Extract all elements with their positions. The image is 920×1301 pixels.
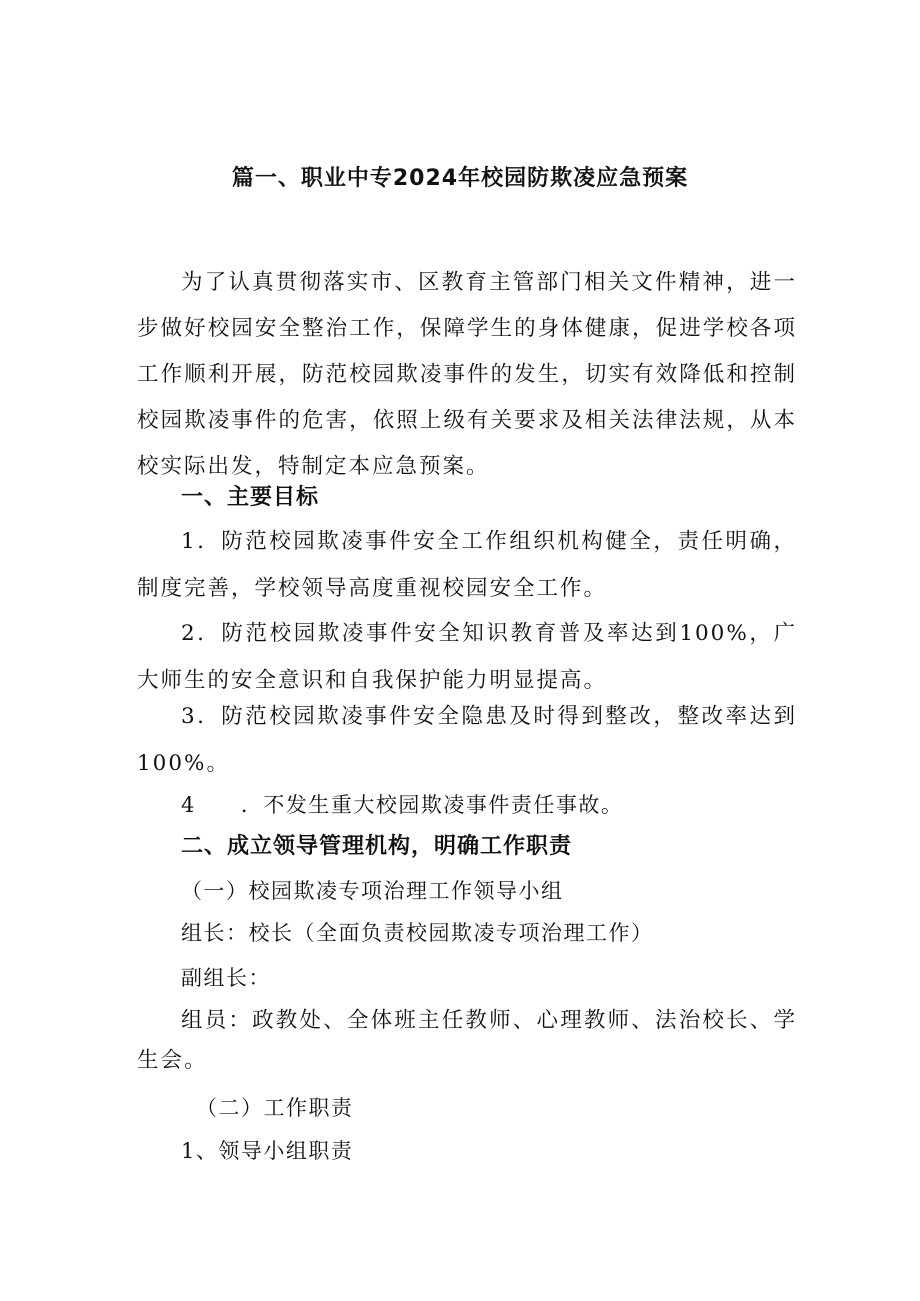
group-members-paragraph: 组员：政教处、全体班主任教师、心理教师、法治校长、学生会。 xyxy=(137,1008,797,1073)
document-title: 篇一、职业中专2024年校园防欺凌应急预案 xyxy=(231,166,689,191)
group-leader-line: 组长：校长（全面负责校园欺凌专项治理工作） xyxy=(181,921,654,945)
goal-item-2: 2．防范校园欺凌事件安全知识教育普及率达到100%，广大师生的安全意识和自我保护能力明显提高。 xyxy=(137,621,797,693)
section-heading-leadership: 二、成立领导管理机构，明确工作职责 xyxy=(181,834,573,859)
duty-item-1: 1、领导小组职责 xyxy=(181,1139,354,1163)
goal-item-3: 3．防范校园欺凌事件安全隐患及时得到整改，整改率达到100%。 xyxy=(137,704,797,776)
deputy-leader-line: 副组长： xyxy=(181,966,271,990)
subsection-duties: （二）工作职责 xyxy=(196,1096,354,1120)
intro-paragraph: 为了认真贯彻落实市、区教育主管部门相关文件精神，进一步做好校园安全整治工作，保障学生的身体健康，促进学校各项工作顺利开展，防范校园欺凌事件的发生，切实有效降低和控制校园欺凌事件的危害，依照上级有关要求及相关法律法规，从本校实际出发，特制定本应急预案。 xyxy=(137,270,797,479)
goal-item-4: 4 ．不发生重大校园欺凌事件责任事故。 xyxy=(181,793,624,817)
goal-item-1: 1．防范校园欺凌事件安全工作组织机构健全，责任明确，制度完善，学校领导高度重视校园安全工作。 xyxy=(137,529,797,601)
section-heading-main-goals: 一、主要目标 xyxy=(181,485,320,510)
subsection-leading-group: （一）校园欺凌专项治理工作领导小组 xyxy=(181,879,564,903)
